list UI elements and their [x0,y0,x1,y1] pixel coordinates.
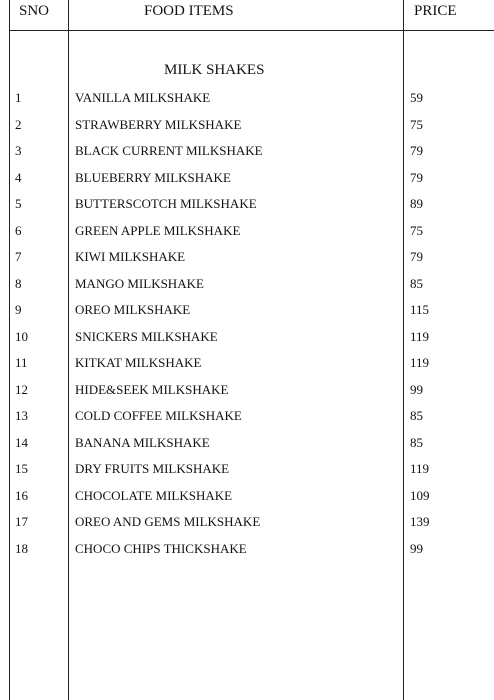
row-sno: 3 [15,143,22,158]
row-sno: 17 [15,514,28,529]
row-sno: 18 [15,540,28,556]
row-price: 139 [410,514,430,529]
table-row [0,354,494,381]
row-item-name: BUTTERSCOTCH MILKSHAKE [75,196,257,211]
table-row [0,195,494,222]
table-row [0,434,494,461]
row-item-name: COLD COFFEE MILKSHAKE [75,408,242,423]
table-row [0,407,494,434]
table-row [0,513,494,540]
row-sno: 9 [15,302,22,317]
header-sno: SNO [19,3,50,19]
row-price: 89 [410,196,423,211]
row-price: 119 [410,461,430,476]
row-price: 85 [410,275,423,291]
table-row [0,169,494,196]
section-title: MILK SHAKES [164,62,265,78]
menu-item-list [0,89,494,566]
row-sno: 11 [15,355,28,370]
table-row [0,381,494,408]
row-price: 79 [410,143,423,158]
header-food-items: FOOD ITEMS [144,3,234,19]
row-price: 85 [410,434,423,450]
header-divider [9,30,494,31]
row-price: 79 [410,249,423,264]
row-sno: 1 [15,90,22,105]
row-price: 79 [410,169,423,185]
row-sno: 12 [15,381,28,397]
row-sno: 5 [15,196,22,211]
row-price: 59 [410,90,423,105]
row-item-name: SNICKERS MILKSHAKE [75,328,218,344]
row-item-name: BLACK CURRENT MILKSHAKE [75,143,263,158]
row-item-name: KITKAT MILKSHAKE [75,355,202,370]
table-row [0,142,494,169]
table-row [0,487,494,514]
row-price: 99 [410,540,423,556]
table-row [0,460,494,487]
row-item-name: BLUEBERRY MILKSHAKE [75,169,231,185]
row-item-name: KIWI MILKSHAKE [75,249,186,264]
row-sno: 13 [15,408,28,423]
row-sno: 10 [15,328,28,344]
row-price: 99 [410,381,423,397]
table-row [0,275,494,302]
row-item-name: GREEN APPLE MILKSHAKE [75,222,241,238]
row-price: 75 [410,222,423,238]
row-price: 119 [410,328,430,344]
table-row [0,89,494,116]
row-price: 75 [410,116,423,132]
row-sno: 7 [15,249,22,264]
row-item-name: OREO MILKSHAKE [75,302,191,317]
row-sno: 4 [15,169,22,185]
row-sno: 2 [15,116,22,132]
row-item-name: CHOCOLATE MILKSHAKE [75,487,233,503]
table-row [0,248,494,275]
table-row [0,222,494,249]
row-item-name: CHOCO CHIPS THICKSHAKE [75,540,247,556]
row-item-name: MANGO MILKSHAKE [75,275,204,291]
row-item-name: HIDE&SEEK MILKSHAKE [75,381,229,397]
row-sno: 15 [15,461,28,476]
row-item-name: DRY FRUITS MILKSHAKE [75,461,230,476]
table-row [0,540,494,567]
table-row [0,301,494,328]
row-item-name: VANILLA MILKSHAKE [75,90,211,105]
table-row [0,328,494,355]
row-sno: 16 [15,487,28,503]
row-sno: 6 [15,222,22,238]
header-price: PRICE [414,3,457,19]
row-price: 115 [410,302,430,317]
row-price: 85 [410,408,423,423]
row-price: 119 [410,355,430,370]
row-sno: 8 [15,275,22,291]
row-item-name: OREO AND GEMS MILKSHAKE [75,514,261,529]
row-price: 109 [410,487,430,503]
row-sno: 14 [15,434,28,450]
row-item-name: STRAWBERRY MILKSHAKE [75,116,242,132]
table-row [0,116,494,143]
row-item-name: BANANA MILKSHAKE [75,434,210,450]
